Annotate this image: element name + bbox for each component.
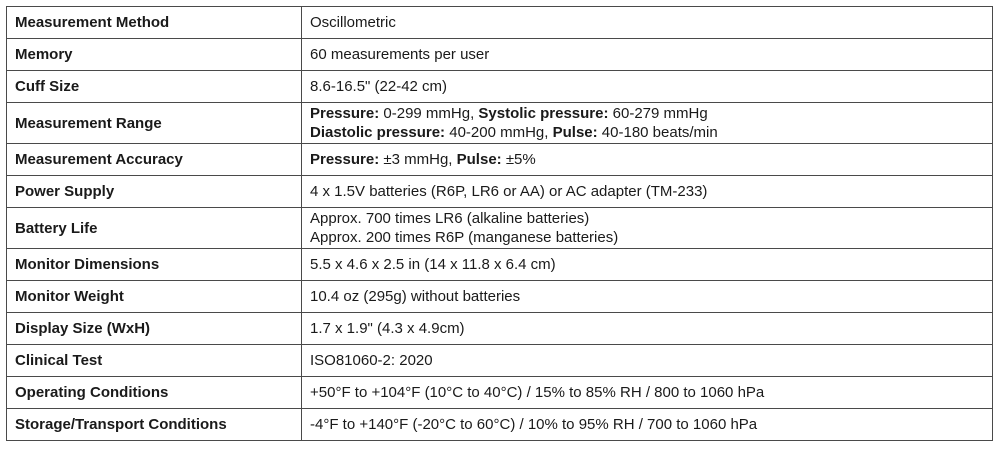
spec-value-text: 10.4 oz (295g) without batteries (310, 288, 521, 305)
spec-value-term: Pulse: (456, 151, 502, 168)
spec-value (302, 208, 993, 249)
spec-label: Storage/Transport Conditions (7, 409, 302, 441)
spec-value-line (310, 415, 984, 434)
spec-value (302, 281, 993, 313)
spec-value-text: 40-180 beats/min (597, 124, 718, 141)
spec-value-line (310, 77, 984, 96)
spec-value (302, 7, 993, 39)
spec-label: Cuff Size (7, 71, 302, 103)
spec-value-text: 5.5 x 4.6 x 2.5 in (14 x 11.8 x 6.4 cm) (310, 256, 556, 273)
spec-value-text: 1.7 x 1.9" (4.3 x 4.9cm) (310, 320, 465, 337)
spec-row (7, 281, 993, 313)
spec-label: Measurement Accuracy (7, 144, 302, 176)
spec-value-term: Pulse: (552, 124, 598, 141)
spec-label: Memory (7, 39, 302, 71)
spec-value (302, 249, 993, 281)
spec-value-text: Oscillometric (310, 14, 396, 31)
spec-value-text: Approx. 200 times R6P (manganese batteries) (310, 229, 619, 246)
spec-value-line (310, 209, 984, 228)
spec-value-line (310, 123, 984, 142)
spec-row (7, 313, 993, 345)
spec-value (302, 377, 993, 409)
spec-label: Power Supply (7, 176, 302, 208)
spec-value-text: 60-279 mmHg (608, 105, 708, 122)
spec-value (302, 39, 993, 71)
spec-value-line (310, 13, 984, 32)
spec-label: Monitor Weight (7, 281, 302, 313)
spec-value-text: 4 x 1.5V batteries (R6P, LR6 or AA) or AC adapter (TM-233) (310, 183, 708, 200)
spec-row (7, 345, 993, 377)
spec-label: Measurement Range (7, 103, 302, 144)
spec-value-line (310, 383, 984, 402)
spec-value-term: Pressure: (310, 151, 380, 168)
spec-row (7, 144, 993, 176)
spec-label: Display Size (WxH) (7, 313, 302, 345)
spec-label: Operating Conditions (7, 377, 302, 409)
specifications-table (6, 6, 993, 441)
spec-row (7, 377, 993, 409)
spec-row (7, 409, 993, 441)
spec-label: Measurement Method (7, 7, 302, 39)
spec-value (302, 144, 993, 176)
spec-row (7, 103, 993, 144)
spec-label: Battery Life (7, 208, 302, 249)
spec-value-text: ±5% (501, 151, 536, 168)
spec-value-term: Pressure: (310, 105, 380, 122)
spec-value-line (310, 228, 984, 247)
spec-label: Monitor Dimensions (7, 249, 302, 281)
spec-value-line (310, 182, 984, 201)
spec-value (302, 71, 993, 103)
specifications-table-body (7, 7, 993, 441)
spec-value-line (310, 319, 984, 338)
spec-value-line (310, 150, 984, 169)
spec-value (302, 409, 993, 441)
spec-value-line (310, 255, 984, 274)
spec-value (302, 313, 993, 345)
spec-value-text: ±3 mmHg, (379, 151, 457, 168)
spec-value-text: 8.6-16.5" (22-42 cm) (310, 78, 448, 95)
spec-row (7, 176, 993, 208)
spec-value-text: Approx. 700 times LR6 (alkaline batteries) (310, 210, 590, 227)
spec-row (7, 249, 993, 281)
spec-value (302, 176, 993, 208)
spec-value (302, 345, 993, 377)
spec-value (302, 103, 993, 144)
spec-value-line (310, 287, 984, 306)
spec-value-text: 40-200 mmHg, (445, 124, 553, 141)
spec-value-text: +50°F to +104°F (10°C to 40°C) / 15% to 85% RH / 800 to 1060 hPa (310, 384, 765, 401)
spec-value-line (310, 351, 984, 370)
spec-row (7, 208, 993, 249)
spec-value-line (310, 104, 984, 123)
spec-value-text: 0-299 mmHg, (379, 105, 479, 122)
spec-value-line (310, 45, 984, 64)
spec-value-text: ISO81060-2: 2020 (310, 352, 433, 369)
spec-value-term: Diastolic pressure: (310, 124, 446, 141)
spec-value-text: 60 measurements per user (310, 46, 490, 63)
spec-row (7, 7, 993, 39)
spec-label: Clinical Test (7, 345, 302, 377)
spec-value-term: Systolic pressure: (478, 105, 609, 122)
spec-value-text: -4°F to +140°F (-20°C to 60°C) / 10% to 95% RH / 700 to 1060 hPa (310, 416, 758, 433)
spec-row (7, 39, 993, 71)
spec-row (7, 71, 993, 103)
